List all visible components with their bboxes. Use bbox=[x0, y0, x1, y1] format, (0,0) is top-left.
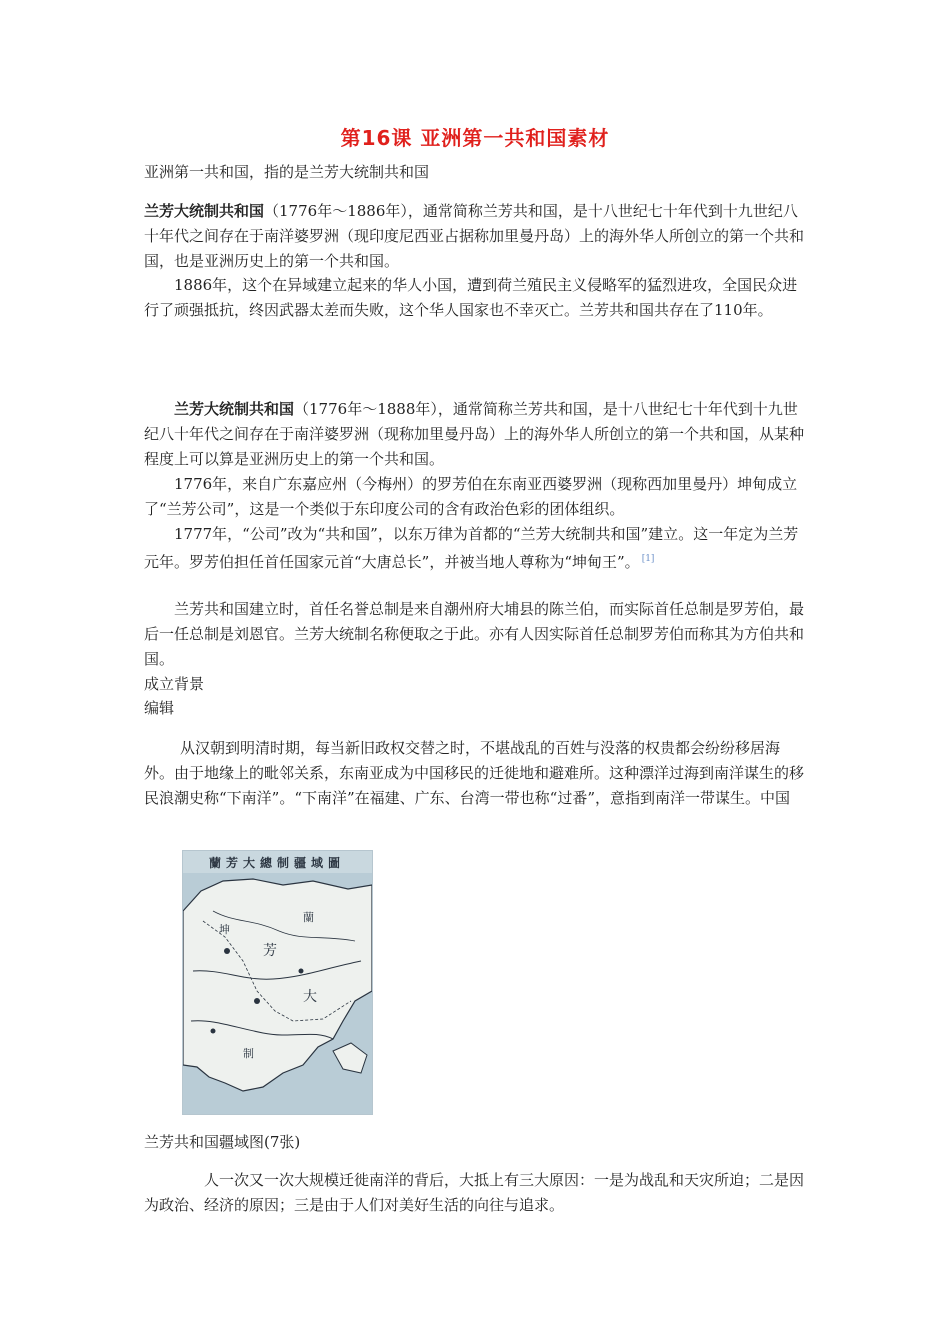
reference-link[interactable]: [1] bbox=[641, 554, 655, 564]
paragraph-6: 兰芳共和国建立时，首任名誉总制是来自潮州府大埔县的陈兰伯，而实际首任总制是罗芳伯，最后一任总制是刘恩官。兰芳大统制名称便取之于此。亦有人因实际首任总制罗芳伯而称其为方伯共和国。 bbox=[144, 600, 805, 668]
map-label: 芳 bbox=[263, 943, 277, 959]
paragraph-3-text: （1776年～1888年），通常简称兰芳共和国，是十八世纪七十年代到十九世纪八十年代之间存在于南洋婆罗洲（现称加里曼丹岛）上的海外华人所创立的第一个共和国，从某种程度上可以算是亚洲历史上的第一个共和国。 bbox=[144, 400, 805, 468]
page-title: 第16课 亚洲第一共和国素材 bbox=[340, 126, 610, 150]
paragraph-2: 1886年，这个在异域建立起来的华人小国，遭到荷兰殖民主义侵略军的猛烈进攻，全国民众进行了顽强抵抗，终因武器太差而失败，这个华人国家也不幸灭亡。兰芳共和国共存在了110年。 bbox=[144, 276, 798, 319]
paragraph-5-text: 1777年，“公司”改为“共和国”，以东万律为首都的“兰芳大统制共和国”建立。这一年定为兰芳元年。罗芳伯担任首任国家元首“大唐总长”，并被当地人尊称为“坤甸王”。 bbox=[144, 525, 799, 571]
map-label: 大 bbox=[303, 989, 317, 1005]
map-image bbox=[182, 850, 373, 1115]
paragraph-1 bbox=[144, 199, 808, 274]
map-label: 制 bbox=[243, 1047, 254, 1060]
paragraph-4: 1776年，来自广东嘉应州（今梅州）的罗芳伯在东南亚西婆罗洲（现称西加里曼丹）坤甸成立了“兰芳公司”，这是一个类似于东印度公司的含有政治色彩的团体组织。 bbox=[144, 475, 798, 518]
paragraph-8: 人一次又一次大规模迁徙南洋的背后，大抵上有三大原因：一是为战乱和天灾所迫；二是因为政治、经济的原因；三是由于人们对美好生活的向往与追求。 bbox=[144, 1171, 805, 1214]
term-bold: 兰芳大统制共和国 bbox=[144, 202, 265, 220]
paragraph-5 bbox=[144, 522, 808, 575]
term-bold: 兰芳大统制共和国 bbox=[174, 400, 295, 418]
map-label: 坤 bbox=[219, 923, 230, 936]
map-caption[interactable]: 兰芳共和国疆域图(7张) bbox=[144, 1133, 301, 1151]
paragraph-3 bbox=[144, 397, 808, 472]
paragraph-7: 从汉朝到明清时期，每当新旧政权交替之时，不堪战乱的百姓与没落的权贵都会纷纷移居海外。由于地缘上的毗邻关系，东南亚成为中国移民的迁徙地和避难所。这种漂洋过海到南洋谋生的移民浪潮史称“下南洋”。“下南洋”在福建、广东、台湾一带也称“过番”，意指到南洋一带谋生。中国 bbox=[144, 739, 805, 807]
map-label: 蘭 bbox=[303, 911, 314, 924]
section-heading: 成立背景 bbox=[144, 675, 205, 693]
intro-line: 亚洲第一共和国，指的是兰芳大统制共和国 bbox=[144, 163, 430, 181]
paragraph-1-text: （1776年～1886年），通常简称兰芳共和国，是十八世纪七十年代到十九世纪八十年代之间存在于南洋婆罗洲（现印度尼西亚占据称加里曼丹岛）上的海外华人所创立的第一个共和国，也是亚洲历史上的第一个共和国。 bbox=[144, 202, 805, 270]
map-title: 蘭芳大總制疆域圖 bbox=[208, 856, 346, 870]
edit-link[interactable]: 编辑 bbox=[144, 699, 175, 717]
